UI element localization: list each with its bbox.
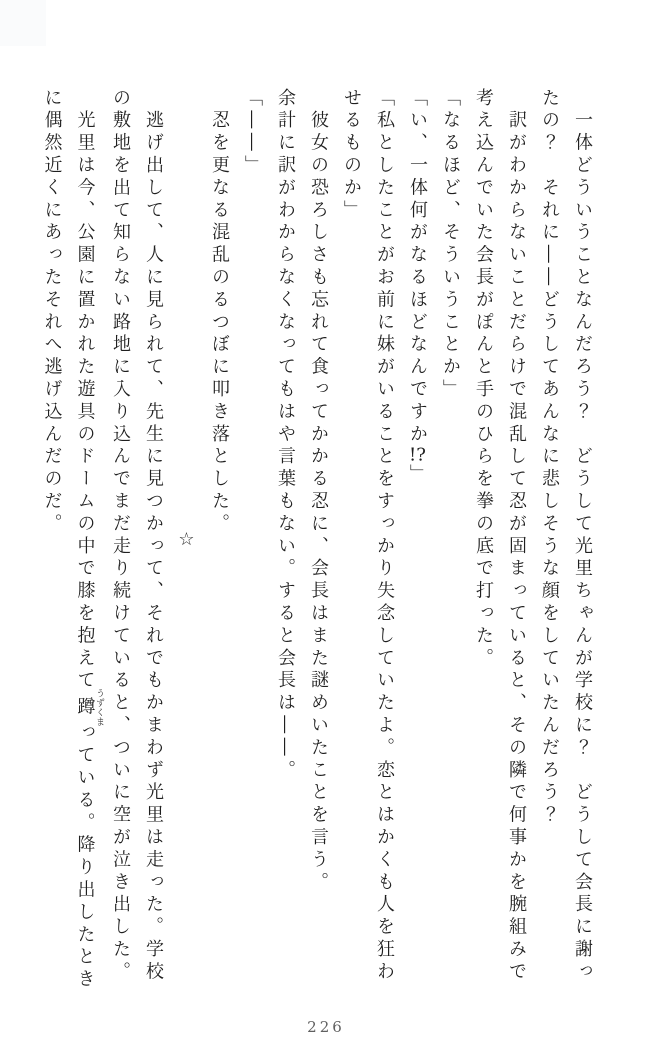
section-divider-star: ☆ [176, 528, 197, 550]
text-column-17: に偶然近くにあったそれへ逃げ込んだのだ。 [41, 88, 63, 536]
scan-corner-smudge [0, 0, 46, 46]
text-column-14: 逃げ出して、人に見られて、先生に見つかって、それでもかまわず光里は走った。学校 [143, 88, 164, 984]
text-column-11: 「――」 [242, 88, 263, 178]
text-column-6: 「い、一体何がなるほどなんですか!?」 [407, 88, 428, 487]
text-column-1: 一体どういうことなんだろう？ どうして光里ちゃんが学校に？ どうして会長に謝っ [572, 88, 593, 984]
text-column-8: せるものか」 [341, 88, 362, 223]
text-column-12: 忍を更なる混乱のるつぼに叩き落とした。 [209, 88, 230, 536]
tatechuyoko-exclamation-question: !? [409, 446, 426, 465]
text-column-4: 考え込んでいた会長がぽんと手のひらを拳の底で打った。 [473, 88, 494, 671]
text-column-3: 訳がわからないことだらけで混乱して忍が固まっていると、その隣で何事かを腕組みで [506, 88, 527, 984]
text-column-10: 余計に訳がわからなくなってもはや言葉もない。すると会長は――。 [275, 88, 296, 783]
text-column-2: たの？ それに――どうしてあんなに悲しそうな顔をしていたんだろう？ [539, 88, 560, 828]
text-column-16: 光里は今、公園に置かれた遊具のドームの中で膝を抱えて蹲うずくまっている。降り出したとき [74, 88, 104, 992]
page-text [38, 88, 599, 990]
page-number: 226 [307, 1018, 345, 1036]
furigana-ruby: 蹲うずくま [74, 688, 104, 727]
text-column-5: 「なるほど、そういうことか」 [440, 88, 461, 402]
text-column-7: 「私としたことがお前に妹がいることをすっかり失念していたよ。恋とはかくも人を狂わ [374, 88, 395, 984]
text-column-9: 彼女の恐ろしさも忘れて食ってかかる忍に、会長はまた謎めいたことを言う。 [308, 88, 329, 895]
text-column-15: の敷地を出て知らない路地に入り込んでまだ走り続けていると、ついに空が泣き出した。 [110, 88, 131, 984]
